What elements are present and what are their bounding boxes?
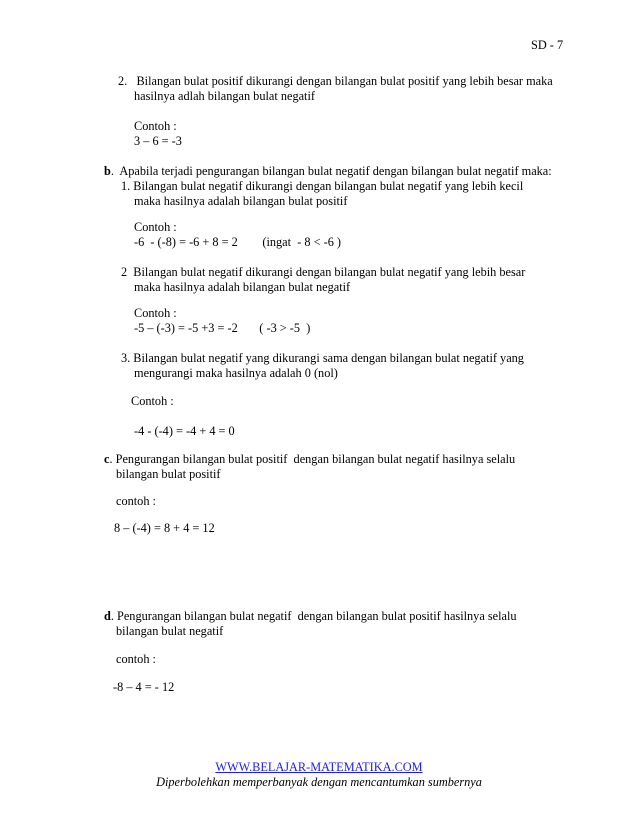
section-b-letter: b xyxy=(104,164,111,178)
b-item2-line1: 2 Bilangan bulat negatif dikurangi dengan bilangan bulat negatif yang lebih besar xyxy=(121,265,526,279)
section-c-letter: c xyxy=(104,452,110,466)
b-item3-line1: 3. Bilangan bulat negatif yang dikurangi sama dengan bilangan bulat negatif yang xyxy=(121,351,524,365)
a-item2-line1: 2. Bilangan bulat positif dikurangi dengan bilangan bulat positif yang lebih besar maka xyxy=(118,74,553,88)
section-c-line1-text: . Pengurangan bilangan bulat positif dengan bilangan bulat negatif hasilnya selalu xyxy=(109,452,516,466)
section-c-example-label: contoh : xyxy=(116,494,156,508)
b-item3-example: -4 - (-4) = -4 + 4 = 0 xyxy=(134,424,235,438)
section-c-line2: bilangan bulat positif xyxy=(116,467,221,481)
section-b-intro xyxy=(104,164,552,179)
section-d-line2: bilangan bulat negatif xyxy=(116,624,224,638)
section-d-letter: d xyxy=(104,609,111,623)
section-b-intro-text: . Apabila terjadi pengurangan bilangan bulat negatif dengan bilangan bulat negatif maka: xyxy=(110,164,552,178)
b-item1-example: -6 - (-8) = -6 + 8 = 2 (ingat - 8 < -6 ) xyxy=(134,235,342,249)
section-c-line1 xyxy=(104,452,515,467)
b-item2-example-label: Contoh : xyxy=(134,306,177,320)
section-d-line1-text: . Pengurangan bilangan bulat negatif dengan bilangan bulat positif hasilnya selalu xyxy=(110,609,517,623)
b-item2-line2: maka hasilnya adalah bilangan bulat negatif xyxy=(134,280,351,294)
b-item3-line2: mengurangi maka hasilnya adalah 0 (nol) xyxy=(134,366,338,380)
b-item1-example-label: Contoh : xyxy=(134,220,177,234)
b-item1-line2: maka hasilnya adalah bilangan bulat positif xyxy=(134,194,348,208)
b-item2-example: -5 – (-3) = -5 +3 = -2 ( -3 > -5 ) xyxy=(134,321,311,335)
section-d-line1 xyxy=(104,609,517,624)
footer-note: Diperbolehkan memperbanyak dengan mencantumkan sumbernya xyxy=(156,775,482,789)
a-item2-example: 3 – 6 = -3 xyxy=(134,134,182,148)
page-number: SD - 7 xyxy=(531,38,564,52)
b-item1-line1: 1. Bilangan bulat negatif dikurangi dengan bilangan bulat negatif yang lebih kecil xyxy=(121,179,524,193)
a-item2-line2: hasilnya adlah bilangan bulat negatif xyxy=(134,89,315,103)
a-item2-example-label: Contoh : xyxy=(134,119,177,133)
section-c-example: 8 – (-4) = 8 + 4 = 12 xyxy=(114,521,215,535)
section-d-example: -8 – 4 = - 12 xyxy=(113,680,175,694)
section-d-example-label: contoh : xyxy=(116,652,156,666)
footer-website-link[interactable]: WWW.BELAJAR-MATEMATIKA.COM xyxy=(215,760,423,774)
b-item3-example-label: Contoh : xyxy=(131,394,174,408)
